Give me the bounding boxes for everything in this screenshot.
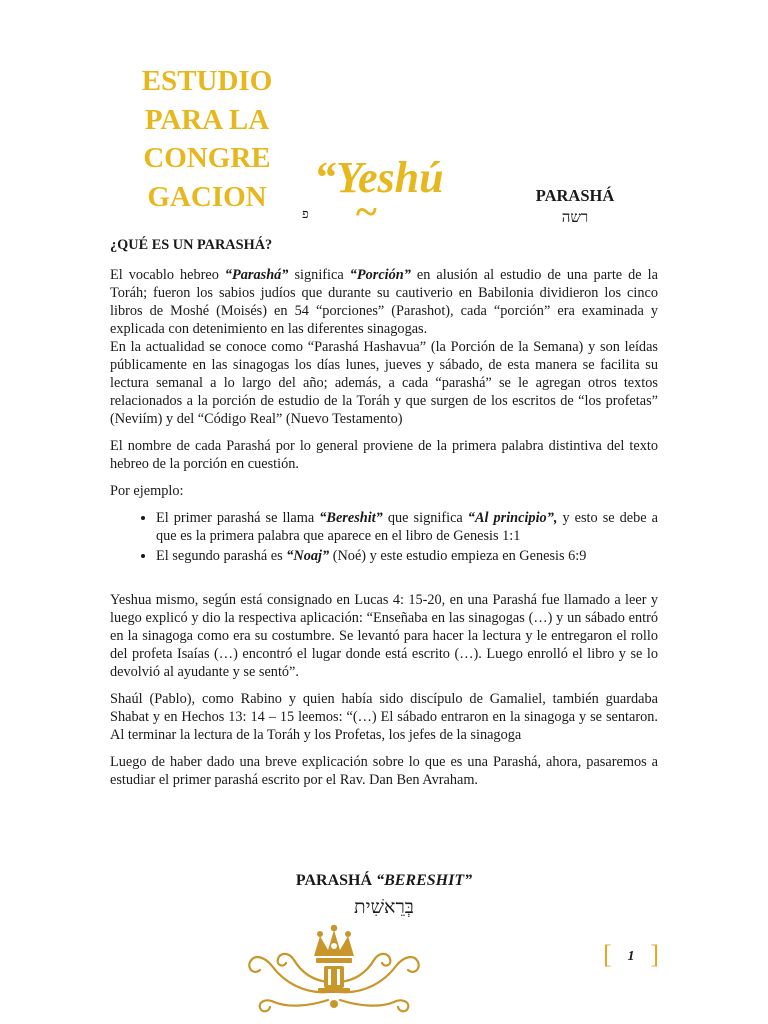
paragraph-conclusion: Luego de haber dado una breve explicación sobre lo que es una Parashá, ahora, pasaremos a estudiar el primer parashá escrito por el Rav. Dan Ben Avraham. xyxy=(110,754,658,788)
term-bereshit: “Bereshit” xyxy=(319,510,383,526)
paragraph-shaul: Shaúl (Pablo), como Rabino y quien había sido discípulo de Gamaliel, también guardaba Shabat y en Hechos 13: 14 – 15 leemos: “(…) El sábado entraron en la sinagoga y se sentaron. Al terminar la lectura de la Toráh y los Profetas, los jefes de la sinagoga xyxy=(110,691,658,743)
title-line: CONGRE xyxy=(143,142,271,174)
paragraph-yeshua: Yeshua mismo, según está consignado en Lucas 4: 15-20, en una Parashá fue llamado a leer y luego explicó y dio la respectiva aplicación: “Enseñaba en las sinagogas (…) y un sábado entró en la sinagoga como era su costumbre. Se levantó para hacer la lectura y le entregaron el rollo del profeta Isaías (…) encontró el lugar donde está escrito (…). Luego enrolló el libro y se lo devolvió al ayudante y se sentó”. xyxy=(110,592,658,680)
page-number-value: 1 xyxy=(627,949,635,964)
footer-title: PARASHÁ “BERESHIT” xyxy=(295,872,473,889)
crown-ornament-icon xyxy=(244,922,424,1014)
hebrew-fragment: פ xyxy=(302,206,309,221)
yeshu-text: “Yeshú xyxy=(314,153,444,202)
parasha-label: PARASHÁ xyxy=(535,186,615,205)
term-al-principio: “Al principio”, xyxy=(467,510,558,526)
title-line: GACION xyxy=(147,180,267,213)
parasha-hebrew: רשה xyxy=(561,210,589,226)
title-line: ESTUDIO xyxy=(141,65,273,97)
yeshu-heading xyxy=(300,140,500,225)
paragraph-example-intro: Por ejemplo: xyxy=(110,483,184,499)
footer-hebrew: בְּרֵאשִׁית xyxy=(354,897,414,918)
document-title xyxy=(118,62,296,216)
paragraph-hashavua: En la actualidad se conoce como “Parashá Hashavua” (la Porción de la Semana) y son leídas públicamente en las sinagogas los días lunes, jueves y sábado, de esta manera se facilita su lectura semanal a lo largo del año; además, a cada “parashá” se le agregan otros textos relacionados a la porción de estudio de la Toráh y que surgen de los escritos de “los profetas” (Neviím) y del “Código Real” (Nuevo Testamento) xyxy=(110,339,658,427)
bracket-left-icon: [ xyxy=(603,940,612,969)
term-noaj: “Noaj” xyxy=(286,548,330,564)
section-question: ¿QUÉ ES UN PARASHÁ? xyxy=(110,237,273,253)
paragraph-definition: El vocablo hebreo “Parashá” significa “Porción” en alusión al estudio de una parte de la Toráh; fueron los sabios judíos que durante su cautiverio en Babilonia dividieron los cinco libros de Moshé (Moisés) en 54 “porciones” (Parashot), cada “porción” era examinada y explicada con detenimiento en las diferentes sinagogas. xyxy=(110,267,658,337)
cropped-tilde-mark: ~ xyxy=(356,189,377,225)
bracket-right-icon: ] xyxy=(650,940,659,969)
list-item: • El primer parashá se llama “Bereshit” que significa “Al principio”, y esto se debe a que es la primera palabra que aparece en el libro de Genesis 1:1 xyxy=(156,509,658,545)
title-line: PARA LA xyxy=(144,103,270,136)
example-list xyxy=(110,509,658,565)
footer-title-name: “BERESHIT” xyxy=(376,872,473,889)
term-parasha: “Parashá” xyxy=(224,267,289,283)
list-item: • El segundo parashá es “Noaj” (Noé) y este estudio empieza en Genesis 6:9 xyxy=(156,547,658,565)
document-body xyxy=(110,236,658,798)
paragraph-name-origin: El nombre de cada Parashá por lo general proviene de la primera palabra distintiva del texto hebreo de la porción en cuestión. xyxy=(110,438,658,472)
page-number xyxy=(603,940,659,970)
term-porcion: “Porción” xyxy=(349,267,411,283)
